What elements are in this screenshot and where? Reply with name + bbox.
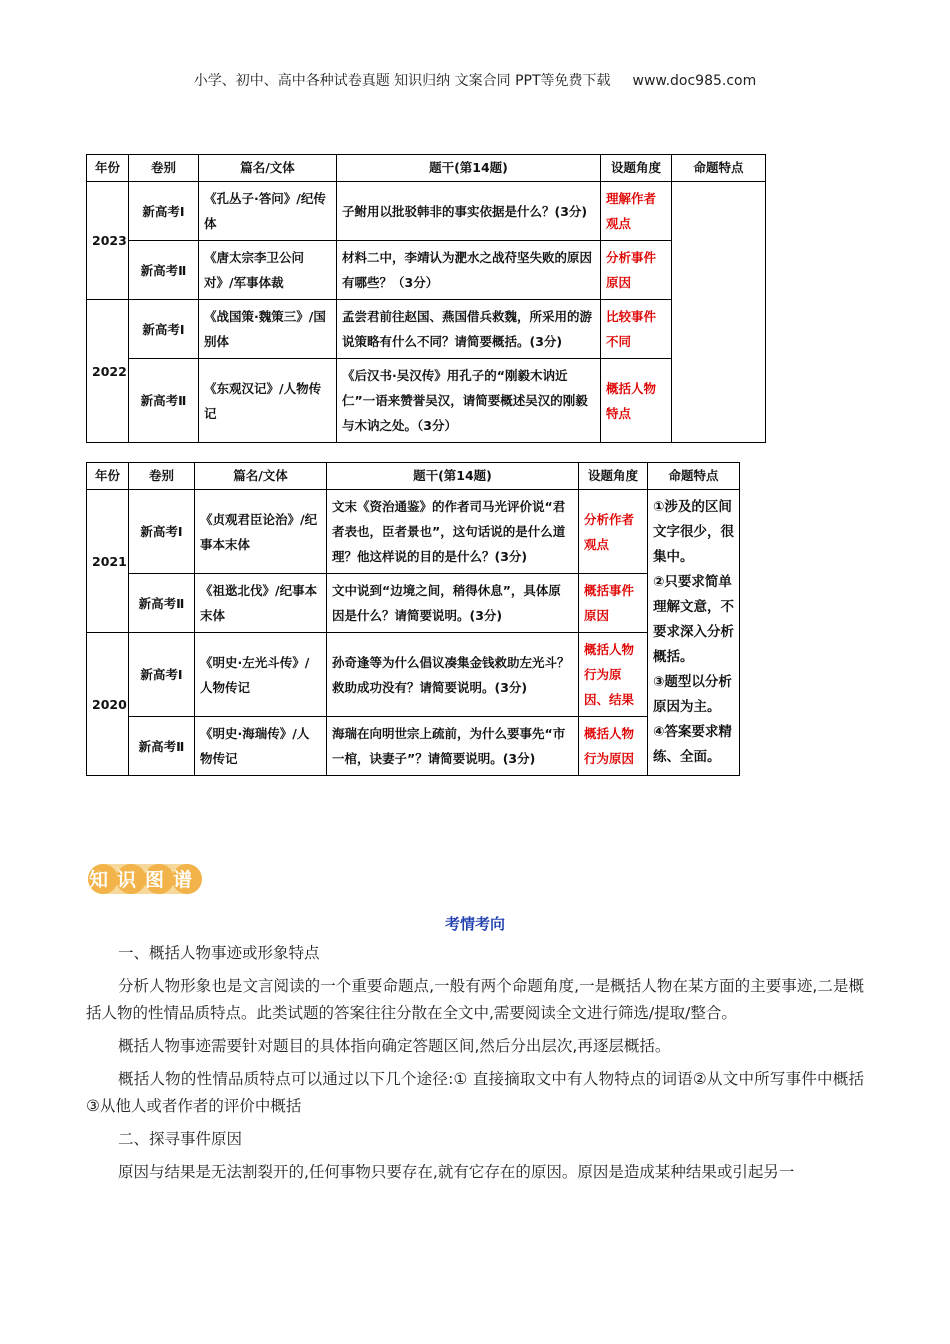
col-year: 年份: [87, 463, 129, 490]
table-row: [87, 633, 740, 717]
angle-cell: 理解作者观点: [601, 182, 672, 241]
question-cell: 海瑞在向明世宗上疏前，为什么要事先“市一棺，诀妻子”？请简要说明。(3分): [327, 717, 579, 776]
question-cell: 子鲋用以批驳韩非的事实依据是什么？(3分): [337, 182, 601, 241]
page-header: [0, 70, 950, 90]
title-cell: 《孔丛子·答问》/纪传体: [199, 182, 337, 241]
angle-cell: 概括事件原因: [579, 574, 648, 633]
col-feature: 命题特点: [648, 463, 740, 490]
section-title: 考情考向: [444, 915, 505, 933]
exam-table-2021-2020: [86, 462, 740, 776]
title-cell: 《东观汉记》/人物传记: [199, 359, 337, 443]
col-question: 题干(第14题): [337, 155, 601, 182]
paragraph: 概括人物的性情品质特点可以通过以下几个途径:① 直接摘取文中有人物特点的词语②从文中所写事件中概括③从他人或者作者的评价中概括: [86, 1070, 864, 1115]
table-row: [87, 574, 740, 633]
paper-cell: 新高考Ⅱ: [129, 359, 199, 443]
year-cell: 2020: [87, 633, 129, 776]
col-angle: 设题角度: [579, 463, 648, 490]
feature-item: ②只要求简单理解文意，不要求深入分析概括。: [653, 574, 734, 665]
col-feature: 命题特点: [672, 155, 766, 182]
title-cell: 《战国策·魏策三》/国别体: [199, 300, 337, 359]
paragraph: 概括人物事迹需要针对题目的具体指向确定答题区间,然后分出层次,再逐层概括。: [118, 1037, 671, 1055]
question-cell: 文末《资治通鉴》的作者司马光评价说“君者表也，臣者景也”，这句话说的是什么道理？他这样说的目的是什么？(3分): [327, 490, 579, 574]
angle-cell: 概括人物行为原因、结果: [579, 633, 648, 717]
question-cell: 材料二中，李靖认为淝水之战苻坚失败的原因有哪些？（3分）: [337, 241, 601, 300]
col-paper: 卷别: [129, 155, 199, 182]
paper-cell: 新高考Ⅰ: [129, 490, 195, 574]
col-paper: 卷别: [129, 463, 195, 490]
feature-item: ①涉及的区间文字很少，很集中。: [653, 499, 734, 565]
table-header-row: [87, 463, 740, 490]
angle-cell: 概括人物行为原因: [579, 717, 648, 776]
col-angle: 设题角度: [601, 155, 672, 182]
paper-cell: 新高考Ⅰ: [129, 300, 199, 359]
angle-cell: 概括人物特点: [601, 359, 672, 443]
table-row: [87, 241, 766, 300]
title-cell: 《贞观君臣论治》/纪事本末体: [195, 490, 327, 574]
question-cell: 孟尝君前往赵国、燕国借兵救魏，所采用的游说策略有什么不同？请简要概括。(3分): [337, 300, 601, 359]
question-cell: 孙奇逢等为什么倡议凑集金钱救助左光斗？救助成功没有？请简要说明。(3分): [327, 633, 579, 717]
year-cell: 2023: [87, 182, 129, 300]
title-cell: 《祖逖北伐》/纪事本末体: [195, 574, 327, 633]
table-row: [87, 359, 766, 443]
question-cell: 文中说到“边境之间，稍得休息”，具体原因是什么？请简要说明。(3分): [327, 574, 579, 633]
paragraph: 分析人物形象也是文言阅读的一个重要命题点,一般有两个命题角度,一是概括人物在某方面的主要事迹,二是概括人物的性情品质特点。此类试题的答案往往分散在全文中,需要阅读全文进行筛选/提取/整合。: [86, 977, 864, 1022]
header-site[interactable]: www.doc985.com: [632, 73, 757, 89]
col-question: 题干(第14题): [327, 463, 579, 490]
year-cell: 2022: [87, 300, 129, 443]
angle-cell: 分析事件原因: [601, 241, 672, 300]
table-row: [87, 490, 740, 574]
paper-cell: 新高考Ⅰ: [129, 182, 199, 241]
table-row: [87, 717, 740, 776]
feature-item: ③题型以分析原因为主。: [653, 674, 732, 715]
col-year: 年份: [87, 155, 129, 182]
exam-table-2023-2022: [86, 154, 766, 443]
section-body: [86, 940, 864, 1192]
feature-item: ④答案要求精练、全面。: [653, 724, 732, 765]
paragraph: 原因与结果是无法割裂开的,任何事物只要存在,就有它存在的原因。原因是造成某种结果或引起另一: [118, 1163, 795, 1181]
paper-cell: 新高考Ⅱ: [129, 574, 195, 633]
title-cell: 《明史·左光斗传》/人物传记: [195, 633, 327, 717]
paragraph: 二、探寻事件原因: [118, 1130, 243, 1148]
header-text: 小学、初中、高中各种试卷真题 知识归纳 文案合同 PPT等免费下载: [193, 73, 611, 89]
table-row: [87, 300, 766, 359]
title-cell: 《明史·海瑞传》/人物传记: [195, 717, 327, 776]
angle-cell: 比较事件不同: [601, 300, 672, 359]
year-cell: 2021: [87, 490, 129, 633]
title-cell: 《唐太宗李卫公问对》/军事体裁: [199, 241, 337, 300]
angle-cell: 分析作者观点: [579, 490, 648, 574]
col-title: 篇名/文体: [195, 463, 327, 490]
feature-cell: [648, 490, 740, 776]
table-row: [87, 182, 766, 241]
paper-cell: 新高考Ⅱ: [129, 717, 195, 776]
paragraph: 一、概括人物事迹或形象特点: [118, 944, 320, 962]
feature-cell-empty: [672, 182, 766, 443]
question-cell: 《后汉书·吴汉传》用孔子的“刚毅木讷近仁”一语来赞誉吴汉，请简要概述吴汉的刚毅与木讷之处。（3分）: [337, 359, 601, 443]
col-title: 篇名/文体: [199, 155, 337, 182]
table-header-row: [87, 155, 766, 182]
paper-cell: 新高考Ⅰ: [129, 633, 195, 717]
knowledge-map-badge: [86, 862, 204, 898]
paper-cell: 新高考Ⅱ: [129, 241, 199, 300]
badge-text: 知识图谱: [88, 869, 202, 891]
